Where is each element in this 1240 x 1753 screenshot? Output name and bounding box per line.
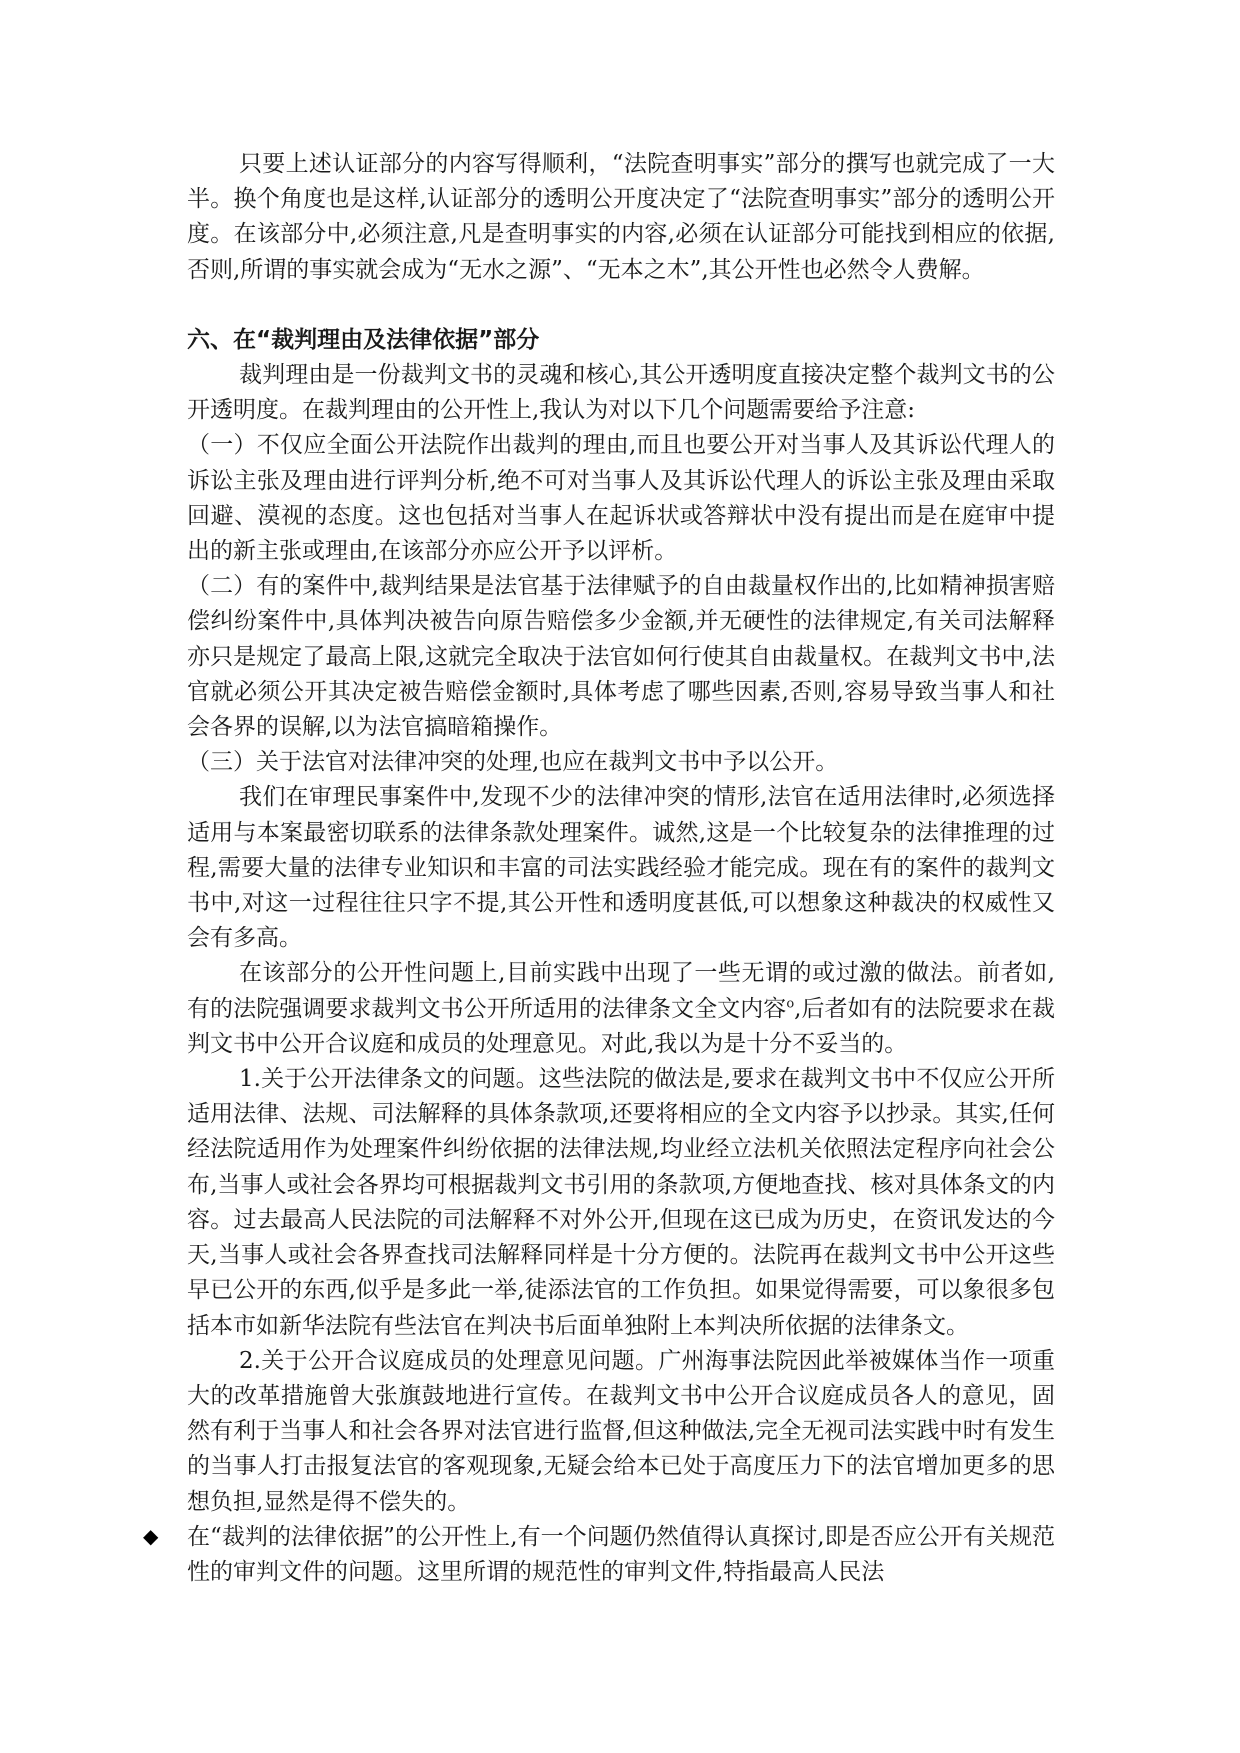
paragraph-court-findings: 只要上述认证部分的内容写得顺利，“法院查明事实”部分的撰写也就完成了一大半。换个角度也是这样,认证部分的透明公开度决定了“法院查明事实”部分的透明公开度。在该部分中,必须注意,凡是查明事实的内容,必须在认证部分可能找到相应的依据,否则,所谓的事实就会成为“无水之源”、“无本之木”,其公开性也必然令人费解。 bbox=[187, 151, 1055, 283]
paragraph-panel-opinion-disclosure: 2.关于公开合议庭成员的处理意见问题。广州海事法院因此举被媒体当作一项重大的改革措施曾大张旗鼓地进行宣传。在裁判文书中公开合议庭成员各人的意见，固然有利于当事人和社会各界对法官进行监督,但这种做法,完全无视司法实践中时有发生的当事人打击报复法官的客观现象,无疑会给本已处于高度压力下的法官增加更多的思想负担,显然是得不偿失的。 bbox=[187, 1347, 1055, 1515]
paragraph-disclosure-practice-a: 在该部分的公开性问题上,目前实践中出现了一些无谓的或过激的做法。前者如,有的法院强调要求裁判文书公开所适用的法律条文全文内容 bbox=[187, 960, 1055, 1022]
footnote-marker: o bbox=[786, 996, 795, 1012]
paragraph-point-1: （一）不仅应全面公开法院作出裁判的理由,而且也要公开对当事人及其诉讼代理人的诉讼主张及理由进行评判分析,绝不可对当事人及其诉讼代理人的诉讼主张及理由采取回避、漠视的态度。这也包括对当事人在起诉状或答辩状中没有提出而是在庭审中提出的新主张或理由,在该部分亦应公开予以评析。 bbox=[187, 432, 1055, 565]
paragraph-point-2: （二）有的案件中,裁判结果是法官基于法律赋予的自由裁量权作出的,比如精神损害赔偿纠纷案件中,具体判决被告向原告赔偿多少金额,并无硬性的法律规定,有关司法解释亦只是规定了最高上限,这就完全取决于法官如何行使其自由裁量权。在裁判文书中,法官就必须公开其决定被告赔偿金额时,具体考虑了哪些因素,否则,容易导致当事人和社会各界的误解,以为法官搞暗箱操作。 bbox=[187, 573, 1055, 741]
paragraph-law-text-disclosure: 1.关于公开法律条文的问题。这些法院的做法是,要求在裁判文书中不仅应公开所适用法律、法规、司法解释的具体条款项,还要将相应的全文内容予以抄录。其实,任何经法院适用作为处理案件纠纷依据的法律法规,均业经立法机关依照法定程序向社会公布,当事人或社会各界均可根据裁判文书引用的条款项,方便地查找、核对具体条文的内容。过去最高人民法院的司法解释不对外公开,但现在这已成为历史，在资讯发达的今天,当事人或社会各界查找司法解释同样是十分方便的。法院再在裁判文书中公开这些早已公开的东西,似乎是多此一举,徒添法官的工作负担。如果觉得需要，可以象很多包括本市如新华法院有些法官在判决书后面单独附上本判决所依据的法律条文。 bbox=[187, 1066, 1055, 1339]
bullet-item-legal-basis bbox=[143, 1520, 1055, 1590]
paragraph-legal-basis: 在“裁判的法律依据”的公开性上,有一个问题仍然值得认真探讨,即是否应公开有关规范性的审判文件的问题。这里所谓的规范性的审判文件,特指最高人民法 bbox=[187, 1523, 1055, 1585]
paragraph-legal-conflict: 我们在审理民事案件中,发现不少的法律冲突的情形,法官在适用法律时,必须选择适用与本案最密切联系的法律条款处理案件。诚然,这是一个比较复杂的法律推理的过程,需要大量的法律专业知识和丰富的司法实践经验才能完成。现在有的案件的裁判文书中,对这一过程往往只字不提,其公开性和透明度甚低,可以想象这种裁决的权威性又会有多高。 bbox=[187, 784, 1055, 952]
paragraph-reasoning-intro: 裁判理由是一份裁判文书的灵魂和核心,其公开透明度直接决定整个裁判文书的公开透明度。在裁判理由的公开性上,我认为对以下几个问题需要给予注意: bbox=[187, 362, 1055, 424]
document-page bbox=[143, 147, 1056, 1590]
paragraph-disclosure-practice bbox=[187, 956, 1055, 1062]
section-heading-6: 六、在“裁判理由及法律依据”部分 bbox=[187, 326, 540, 353]
paragraph-point-3: （三）关于法官对法律冲突的处理,也应在裁判文书中予以公开。 bbox=[187, 749, 839, 776]
diamond-bullet-icon: ◆ bbox=[143, 1523, 159, 1548]
paragraph-disclosure-practice-b: ,后者如有的法院要求在裁判文书中公开合议庭和成员的处理意见。对此,我以为是十分不妥当的。 bbox=[187, 995, 1056, 1057]
